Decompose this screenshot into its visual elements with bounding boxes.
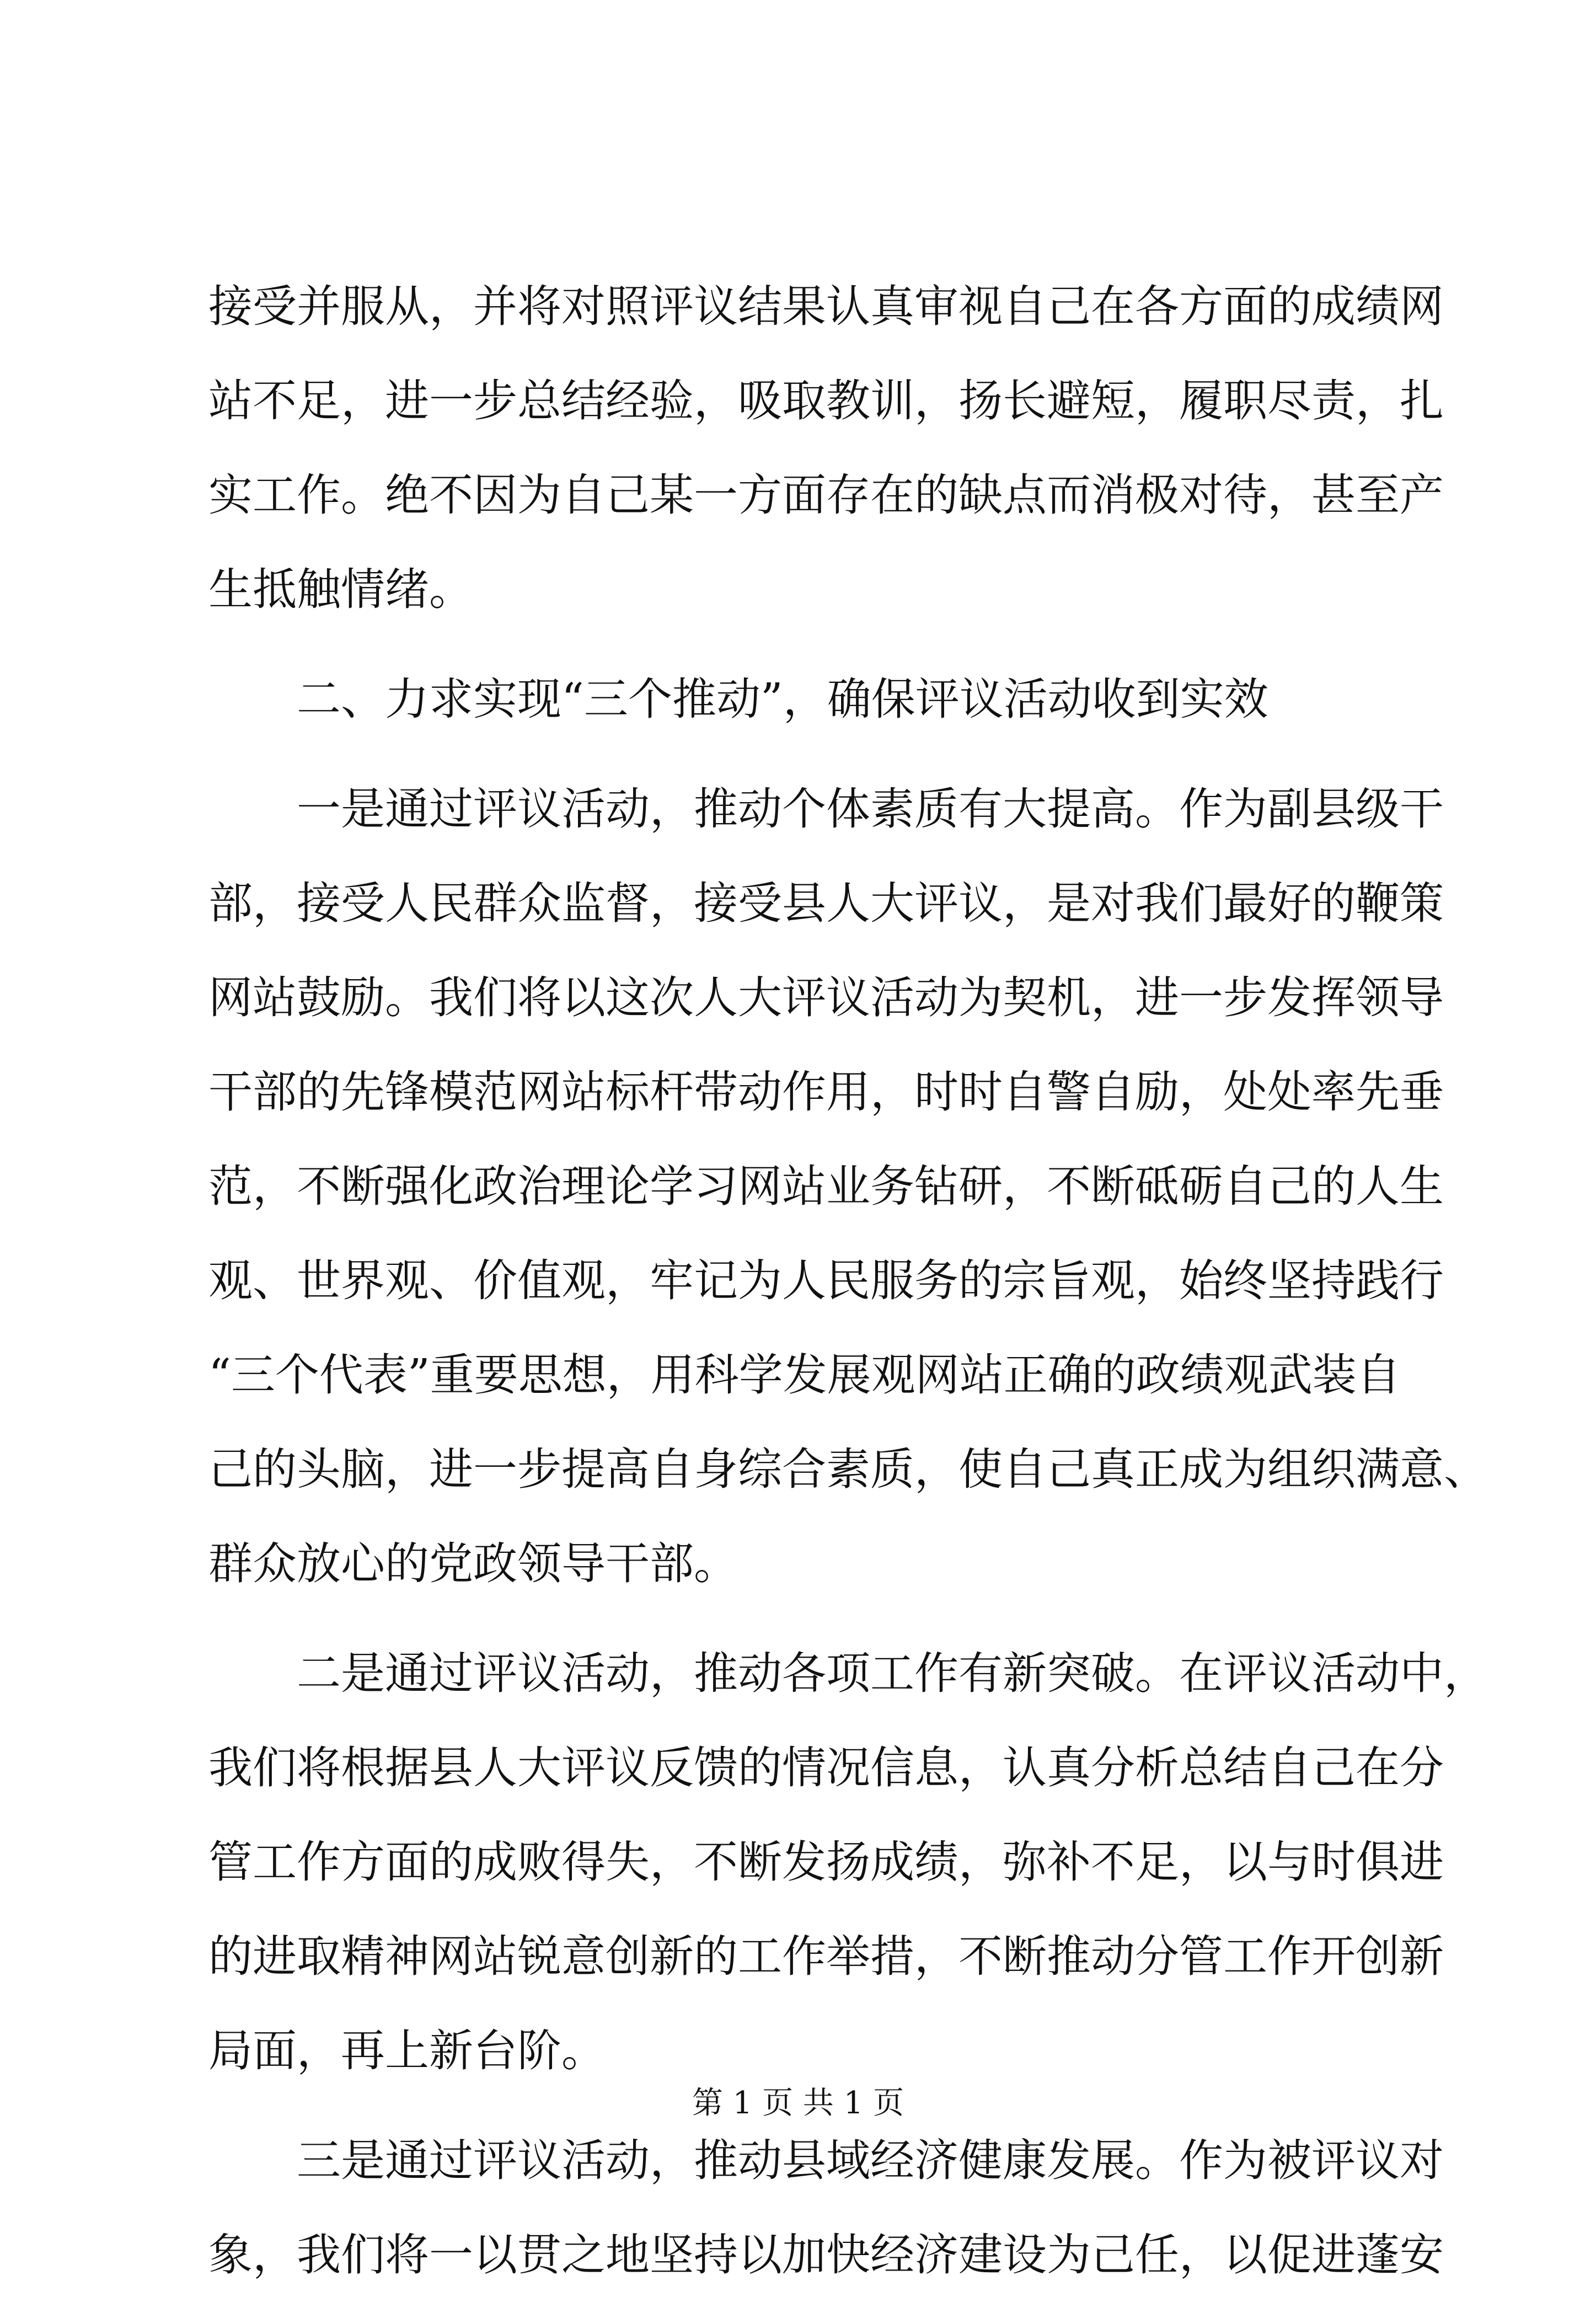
text-line: 部，接受人民群众监督，接受县人大评议，是对我们最好的鞭策 <box>208 878 1444 929</box>
text-line: 象，我们将一以贯之地坚持以加快经济建设为己任，以促进蓬安 <box>208 2229 1444 2280</box>
text-line: 群众放心的党政领导干部。 <box>208 1538 738 1589</box>
text-line: “三个代表”重要思想，用科学发展观网站正确的政绩观武装自 <box>208 1349 1401 1401</box>
text-line: 实工作。绝不因为自己某一方面存在的缺点而消极对待，甚至产 <box>208 469 1444 521</box>
text-line: 接受并服从，并将对照评议结果认真审视自己在各方面的成绩网 <box>208 281 1444 332</box>
text-line: 范，不断强化政治理论学习网站业务钻研，不断砥砺自己的人生 <box>208 1161 1444 1212</box>
text-line: 网站鼓励。我们将以这次人大评议活动为契机，进一步发挥领导 <box>208 972 1444 1023</box>
text-line: 的进取精神网站锐意创新的工作举措，不断推动分管工作开创新 <box>208 1931 1444 1982</box>
text-line: 局面，再上新台阶。 <box>208 2025 606 2076</box>
text-line: 站不足，进一步总结经验，吸取教训，扬长避短，履职尽责，扎 <box>208 375 1444 426</box>
text-line: 我们将根据县人大评议反馈的情况信息，认真分析总结自己在分 <box>208 1742 1444 1793</box>
text-line: 二是通过评议活动，推动各项工作有新突破。在评议活动中， <box>297 1648 1488 1699</box>
text-line: 观、世界观、价值观，牢记为人民服务的宗旨观，始终坚持践行 <box>208 1255 1444 1306</box>
text-line: 一是通过评议活动，推动个体素质有大提高。作为副县级干 <box>297 783 1444 835</box>
text-line: 己的头脑，进一步提高自身综合素质，使自己真正成为组织满意、 <box>208 1444 1488 1495</box>
page-number-footer: 第 1 页 共 1 页 <box>692 2085 904 2121</box>
document-body <box>208 259 1488 2302</box>
text-line: 管工作方面的成败得失，不断发扬成绩，弥补不足，以与时俱进 <box>208 1836 1444 1888</box>
text-line: 干部的先锋模范网站标杆带动作用，时时自警自励，处处率先垂 <box>208 1066 1444 1118</box>
section-heading: 二、力求实现“三个推动”，确保评议活动收到实效 <box>297 674 1268 725</box>
text-line: 生抵触情绪。 <box>208 564 473 615</box>
text-line: 三是通过评议活动，推动县域经济健康发展。作为被评议对 <box>297 2135 1444 2186</box>
